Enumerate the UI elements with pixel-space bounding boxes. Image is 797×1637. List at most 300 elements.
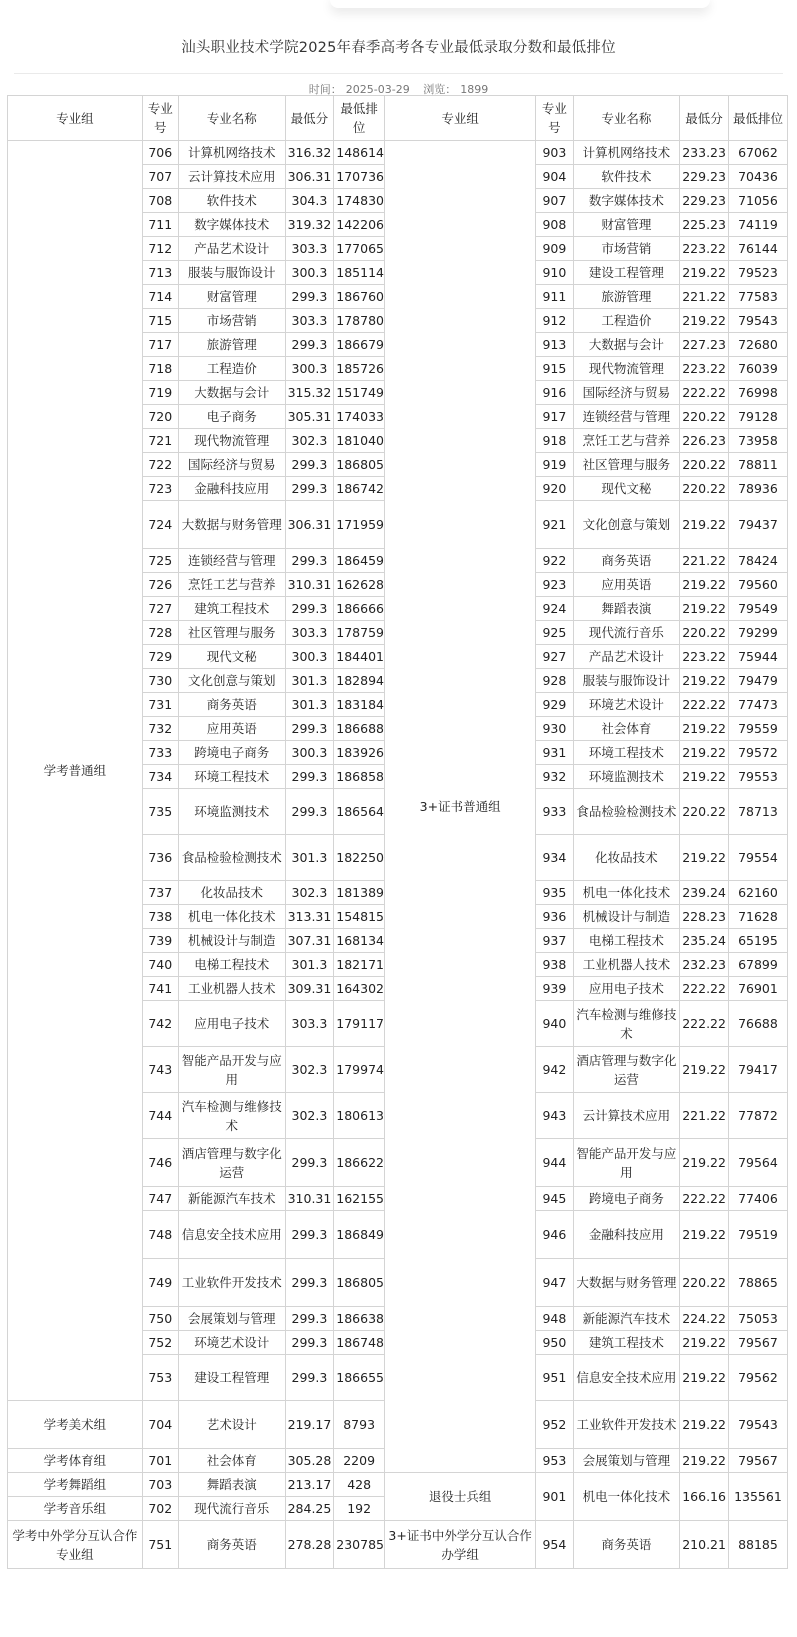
- major-name: 环境艺术设计: [178, 1331, 285, 1355]
- major-name: 国际经济与贸易: [178, 453, 285, 477]
- major-name: 化妆品技术: [178, 881, 285, 905]
- major-name: 酒店管理与数字化运营: [178, 1139, 285, 1187]
- group-name-left: 学考音乐组: [8, 1497, 143, 1521]
- major-name: 数字媒体技术: [573, 189, 680, 213]
- min-score: 232.23: [680, 953, 729, 977]
- major-code: 744: [142, 1093, 178, 1139]
- min-rank: 78424: [728, 549, 787, 573]
- min-score: 303.3: [285, 621, 334, 645]
- group-name-right: 3+证书普通组: [385, 141, 536, 1473]
- min-rank: 179974: [334, 1047, 385, 1093]
- major-code: 741: [142, 977, 178, 1001]
- min-rank: 77583: [728, 285, 787, 309]
- major-name: 商务英语: [178, 1521, 285, 1569]
- major-name: 旅游管理: [573, 285, 680, 309]
- major-name: 信息安全技术应用: [178, 1211, 285, 1259]
- major-name: 大数据与财务管理: [178, 501, 285, 549]
- min-score: 301.3: [285, 693, 334, 717]
- min-rank: 79543: [728, 1401, 787, 1449]
- table-header-row: [8, 96, 788, 141]
- major-code: 749: [142, 1259, 178, 1307]
- min-score: 222.22: [680, 381, 729, 405]
- major-name: 大数据与会计: [573, 333, 680, 357]
- min-rank: 79479: [728, 669, 787, 693]
- major-code: 702: [142, 1497, 178, 1521]
- major-name: 计算机网络技术: [573, 141, 680, 165]
- major-code: 701: [142, 1449, 178, 1473]
- major-name: 旅游管理: [178, 333, 285, 357]
- major-name: 新能源汽车技术: [573, 1307, 680, 1331]
- major-name: 跨境电子商务: [573, 1187, 680, 1211]
- major-code: 725: [142, 549, 178, 573]
- min-score: 303.3: [285, 1001, 334, 1047]
- major-name: 建筑工程技术: [573, 1331, 680, 1355]
- min-score: 301.3: [285, 953, 334, 977]
- major-code: 909: [536, 237, 573, 261]
- min-rank: 79437: [728, 501, 787, 549]
- major-name: 现代文秘: [178, 645, 285, 669]
- min-rank: 79299: [728, 621, 787, 645]
- min-rank: 76901: [728, 977, 787, 1001]
- min-score: 284.25: [285, 1497, 334, 1521]
- major-name: 工业软件开发技术: [573, 1401, 680, 1449]
- min-rank: 79564: [728, 1139, 787, 1187]
- min-score: 222.22: [680, 1001, 729, 1047]
- major-code: 927: [536, 645, 573, 669]
- major-code: 726: [142, 573, 178, 597]
- major-code: 729: [142, 645, 178, 669]
- min-rank: 181389: [334, 881, 385, 905]
- major-name: 酒店管理与数字化运营: [573, 1047, 680, 1093]
- major-code: 923: [536, 573, 573, 597]
- major-code: 938: [536, 953, 573, 977]
- major-name: 食品检验检测技术: [573, 789, 680, 835]
- major-code: 703: [142, 1473, 178, 1497]
- min-score: 306.31: [285, 501, 334, 549]
- min-score: 219.22: [680, 1331, 729, 1355]
- min-score: 219.22: [680, 1449, 729, 1473]
- min-rank: 67899: [728, 953, 787, 977]
- min-score: 228.23: [680, 905, 729, 929]
- min-score: 299.3: [285, 765, 334, 789]
- min-score: 219.22: [680, 261, 729, 285]
- major-name: 社区管理与服务: [573, 453, 680, 477]
- min-rank: 62160: [728, 881, 787, 905]
- min-score: 219.22: [680, 309, 729, 333]
- major-code: 911: [536, 285, 573, 309]
- major-name: 机电一体化技术: [178, 905, 285, 929]
- min-score: 220.22: [680, 621, 729, 645]
- min-rank: 74119: [728, 213, 787, 237]
- major-name: 电梯工程技术: [573, 929, 680, 953]
- major-code: 953: [536, 1449, 573, 1473]
- min-score: 299.3: [285, 1139, 334, 1187]
- major-code: 929: [536, 693, 573, 717]
- min-rank: 77406: [728, 1187, 787, 1211]
- major-code: 920: [536, 477, 573, 501]
- meta-time: 2025-03-29: [345, 83, 410, 96]
- min-rank: 79549: [728, 597, 787, 621]
- major-name: 市场营销: [178, 309, 285, 333]
- major-code: 736: [142, 835, 178, 881]
- min-score: 219.22: [680, 1401, 729, 1449]
- min-score: 315.32: [285, 381, 334, 405]
- major-code: 752: [142, 1331, 178, 1355]
- min-rank: 75053: [728, 1307, 787, 1331]
- col-header: 专业号: [536, 96, 573, 141]
- major-name: 会展策划与管理: [178, 1307, 285, 1331]
- min-score: 229.23: [680, 165, 729, 189]
- major-code: 907: [536, 189, 573, 213]
- major-code: 928: [536, 669, 573, 693]
- major-code: 903: [536, 141, 573, 165]
- min-score: 299.3: [285, 789, 334, 835]
- min-rank: 79567: [728, 1331, 787, 1355]
- min-score: 219.22: [680, 1211, 729, 1259]
- min-score: 306.31: [285, 165, 334, 189]
- major-name: 电子商务: [178, 405, 285, 429]
- min-score: 299.3: [285, 549, 334, 573]
- major-name: 机电一体化技术: [573, 881, 680, 905]
- major-name: 产品艺术设计: [178, 237, 285, 261]
- major-code: 720: [142, 405, 178, 429]
- major-name: 商务英语: [178, 693, 285, 717]
- major-name: 工程造价: [178, 357, 285, 381]
- major-code: 937: [536, 929, 573, 953]
- meta-views: 1899: [460, 83, 489, 96]
- group-name-left: 学考普通组: [8, 141, 143, 1401]
- col-header: 最低排位: [728, 96, 787, 141]
- min-score: 303.3: [285, 309, 334, 333]
- major-name: 现代物流管理: [178, 429, 285, 453]
- min-rank: 178759: [334, 621, 385, 645]
- min-rank: 79553: [728, 765, 787, 789]
- page-title: 汕头职业技术学院2025年春季高考各专业最低录取分数和最低排位: [181, 40, 616, 56]
- min-score: 299.3: [285, 1331, 334, 1355]
- min-rank: 154815: [334, 905, 385, 929]
- major-code: 922: [536, 549, 573, 573]
- major-name: 云计算技术应用: [573, 1093, 680, 1139]
- major-code: 730: [142, 669, 178, 693]
- min-rank: 170736: [334, 165, 385, 189]
- major-name: 计算机网络技术: [178, 141, 285, 165]
- min-rank: 142206: [334, 213, 385, 237]
- min-score: 219.22: [680, 669, 729, 693]
- min-rank: 79523: [728, 261, 787, 285]
- min-rank: 186858: [334, 765, 385, 789]
- table-row: [8, 141, 788, 165]
- min-rank: 180613: [334, 1093, 385, 1139]
- major-name: 食品检验检测技术: [178, 835, 285, 881]
- min-rank: 162628: [334, 573, 385, 597]
- major-code: 715: [142, 309, 178, 333]
- major-code: 711: [142, 213, 178, 237]
- col-header: 最低分: [680, 96, 729, 141]
- major-name: 大数据与会计: [178, 381, 285, 405]
- min-rank: 192: [334, 1497, 385, 1521]
- min-score: 227.23: [680, 333, 729, 357]
- major-code: 708: [142, 189, 178, 213]
- major-name: 财富管理: [573, 213, 680, 237]
- major-code: 735: [142, 789, 178, 835]
- major-code: 939: [536, 977, 573, 1001]
- major-code: 917: [536, 405, 573, 429]
- major-name: 烹饪工艺与营养: [573, 429, 680, 453]
- min-score: 302.3: [285, 1093, 334, 1139]
- major-code: 753: [142, 1355, 178, 1401]
- major-name: 应用电子技术: [573, 977, 680, 1001]
- min-score: 223.22: [680, 237, 729, 261]
- major-name: 会展策划与管理: [573, 1449, 680, 1473]
- major-code: 910: [536, 261, 573, 285]
- min-score: 166.16: [680, 1473, 729, 1521]
- min-rank: 70436: [728, 165, 787, 189]
- major-name: 现代流行音乐: [178, 1497, 285, 1521]
- min-rank: 182171: [334, 953, 385, 977]
- major-code: 943: [536, 1093, 573, 1139]
- min-score: 299.3: [285, 597, 334, 621]
- min-score: 303.3: [285, 237, 334, 261]
- major-name: 工程造价: [573, 309, 680, 333]
- major-name: 新能源汽车技术: [178, 1187, 285, 1211]
- min-score: 299.3: [285, 285, 334, 309]
- major-name: 环境艺术设计: [573, 693, 680, 717]
- min-rank: 164302: [334, 977, 385, 1001]
- min-score: 226.23: [680, 429, 729, 453]
- col-header: 专业号: [142, 96, 178, 141]
- min-rank: 186638: [334, 1307, 385, 1331]
- min-rank: 186849: [334, 1211, 385, 1259]
- major-name: 机械设计与制造: [573, 905, 680, 929]
- major-code: 942: [536, 1047, 573, 1093]
- min-rank: 186688: [334, 717, 385, 741]
- min-score: 220.22: [680, 789, 729, 835]
- min-rank: 186742: [334, 477, 385, 501]
- min-rank: 79567: [728, 1449, 787, 1473]
- min-rank: 78936: [728, 477, 787, 501]
- major-name: 云计算技术应用: [178, 165, 285, 189]
- major-code: 936: [536, 905, 573, 929]
- min-rank: 79519: [728, 1211, 787, 1259]
- min-rank: 183926: [334, 741, 385, 765]
- major-name: 连锁经营与管理: [178, 549, 285, 573]
- major-code: 912: [536, 309, 573, 333]
- group-name-left: 学考体育组: [8, 1449, 143, 1473]
- major-name: 汽车检测与维修技术: [573, 1001, 680, 1047]
- major-name: 工业机器人技术: [178, 977, 285, 1001]
- min-rank: 148614: [334, 141, 385, 165]
- major-name: 文化创意与策划: [178, 669, 285, 693]
- min-rank: 8793: [334, 1401, 385, 1449]
- major-code: 731: [142, 693, 178, 717]
- min-score: 219.22: [680, 597, 729, 621]
- min-score: 313.31: [285, 905, 334, 929]
- major-code: 935: [536, 881, 573, 905]
- major-code: 918: [536, 429, 573, 453]
- min-rank: 79560: [728, 573, 787, 597]
- min-rank: 186564: [334, 789, 385, 835]
- major-code: 908: [536, 213, 573, 237]
- min-rank: 76039: [728, 357, 787, 381]
- min-score: 219.22: [680, 741, 729, 765]
- min-rank: 73958: [728, 429, 787, 453]
- min-rank: 185114: [334, 261, 385, 285]
- major-code: 925: [536, 621, 573, 645]
- min-score: 319.32: [285, 213, 334, 237]
- group-name-left: 学考美术组: [8, 1401, 143, 1449]
- min-rank: 162155: [334, 1187, 385, 1211]
- group-name-right: 退役士兵组: [385, 1473, 536, 1521]
- major-name: 建设工程管理: [178, 1355, 285, 1401]
- min-rank: 135561: [728, 1473, 787, 1521]
- min-score: 305.28: [285, 1449, 334, 1473]
- min-rank: 79559: [728, 717, 787, 741]
- major-name: 市场营销: [573, 237, 680, 261]
- min-score: 300.3: [285, 357, 334, 381]
- min-rank: 65195: [728, 929, 787, 953]
- group-name-left: 学考舞蹈组: [8, 1473, 143, 1497]
- major-code: 743: [142, 1047, 178, 1093]
- min-score: 316.32: [285, 141, 334, 165]
- min-rank: 184401: [334, 645, 385, 669]
- min-rank: 186622: [334, 1139, 385, 1187]
- major-code: 913: [536, 333, 573, 357]
- min-rank: 177065: [334, 237, 385, 261]
- major-code: 945: [536, 1187, 573, 1211]
- major-name: 跨境电子商务: [178, 741, 285, 765]
- major-name: 产品艺术设计: [573, 645, 680, 669]
- major-name: 应用英语: [573, 573, 680, 597]
- major-name: 服装与服饰设计: [178, 261, 285, 285]
- divider: [14, 73, 783, 74]
- min-rank: 76688: [728, 1001, 787, 1047]
- major-code: 737: [142, 881, 178, 905]
- major-code: 944: [536, 1139, 573, 1187]
- major-code: 714: [142, 285, 178, 309]
- min-rank: 185726: [334, 357, 385, 381]
- major-name: 信息安全技术应用: [573, 1355, 680, 1401]
- major-name: 环境监测技术: [573, 765, 680, 789]
- major-name: 社会体育: [573, 717, 680, 741]
- major-name: 社区管理与服务: [178, 621, 285, 645]
- major-name: 服装与服饰设计: [573, 669, 680, 693]
- min-rank: 71056: [728, 189, 787, 213]
- major-code: 933: [536, 789, 573, 835]
- col-header: 最低排位: [334, 96, 385, 141]
- major-name: 舞蹈表演: [573, 597, 680, 621]
- major-code: 712: [142, 237, 178, 261]
- major-code: 931: [536, 741, 573, 765]
- col-header: 最低分: [285, 96, 334, 141]
- major-name: 舞蹈表演: [178, 1473, 285, 1497]
- major-name: 化妆品技术: [573, 835, 680, 881]
- major-code: 721: [142, 429, 178, 453]
- min-score: 310.31: [285, 573, 334, 597]
- major-name: 电梯工程技术: [178, 953, 285, 977]
- major-code: 934: [536, 835, 573, 881]
- major-name: 软件技术: [573, 165, 680, 189]
- major-code: 901: [536, 1473, 573, 1521]
- major-name: 大数据与财务管理: [573, 1259, 680, 1307]
- min-rank: 2209: [334, 1449, 385, 1473]
- min-score: 219.22: [680, 501, 729, 549]
- major-name: 建筑工程技术: [178, 597, 285, 621]
- min-rank: 183184: [334, 693, 385, 717]
- major-code: 739: [142, 929, 178, 953]
- major-code: 748: [142, 1211, 178, 1259]
- major-name: 工业软件开发技术: [178, 1259, 285, 1307]
- admission-table: [7, 95, 788, 1569]
- min-rank: 168134: [334, 929, 385, 953]
- major-code: 723: [142, 477, 178, 501]
- min-score: 302.3: [285, 1047, 334, 1093]
- min-rank: 79554: [728, 835, 787, 881]
- min-score: 299.3: [285, 1355, 334, 1401]
- major-name: 商务英语: [573, 1521, 680, 1569]
- min-score: 224.22: [680, 1307, 729, 1331]
- min-rank: 77872: [728, 1093, 787, 1139]
- min-rank: 186666: [334, 597, 385, 621]
- major-name: 环境工程技术: [573, 741, 680, 765]
- min-rank: 78865: [728, 1259, 787, 1307]
- major-code: 904: [536, 165, 573, 189]
- min-score: 221.22: [680, 285, 729, 309]
- major-code: 930: [536, 717, 573, 741]
- major-code: 734: [142, 765, 178, 789]
- major-code: 940: [536, 1001, 573, 1047]
- min-rank: 79543: [728, 309, 787, 333]
- min-score: 299.3: [285, 453, 334, 477]
- min-rank: 182250: [334, 835, 385, 881]
- min-score: 220.22: [680, 405, 729, 429]
- min-score: 219.17: [285, 1401, 334, 1449]
- min-rank: 79562: [728, 1355, 787, 1401]
- min-score: 222.22: [680, 693, 729, 717]
- major-code: 947: [536, 1259, 573, 1307]
- min-score: 223.22: [680, 357, 729, 381]
- min-rank: 174033: [334, 405, 385, 429]
- major-code: 924: [536, 597, 573, 621]
- min-rank: 79572: [728, 741, 787, 765]
- min-score: 220.22: [680, 1259, 729, 1307]
- major-name: 现代物流管理: [573, 357, 680, 381]
- col-header: 专业名称: [178, 96, 285, 141]
- min-rank: 71628: [728, 905, 787, 929]
- major-name: 烹饪工艺与营养: [178, 573, 285, 597]
- top-shadow-decoration: [330, 0, 710, 8]
- major-code: 719: [142, 381, 178, 405]
- major-code: 952: [536, 1401, 573, 1449]
- group-name-left: 学考中外学分互认合作专业组: [8, 1521, 143, 1569]
- major-code: 750: [142, 1307, 178, 1331]
- min-score: 299.3: [285, 1259, 334, 1307]
- min-score: 301.3: [285, 669, 334, 693]
- min-rank: 186760: [334, 285, 385, 309]
- min-rank: 178780: [334, 309, 385, 333]
- min-score: 219.22: [680, 717, 729, 741]
- table-row: [8, 1473, 788, 1497]
- major-code: 746: [142, 1139, 178, 1187]
- major-code: 954: [536, 1521, 573, 1569]
- min-rank: 186805: [334, 453, 385, 477]
- major-name: 财富管理: [178, 285, 285, 309]
- min-rank: 67062: [728, 141, 787, 165]
- major-code: 742: [142, 1001, 178, 1047]
- meta-views-label: 浏览：: [423, 83, 457, 96]
- min-rank: 181040: [334, 429, 385, 453]
- min-rank: 186655: [334, 1355, 385, 1401]
- min-rank: 75944: [728, 645, 787, 669]
